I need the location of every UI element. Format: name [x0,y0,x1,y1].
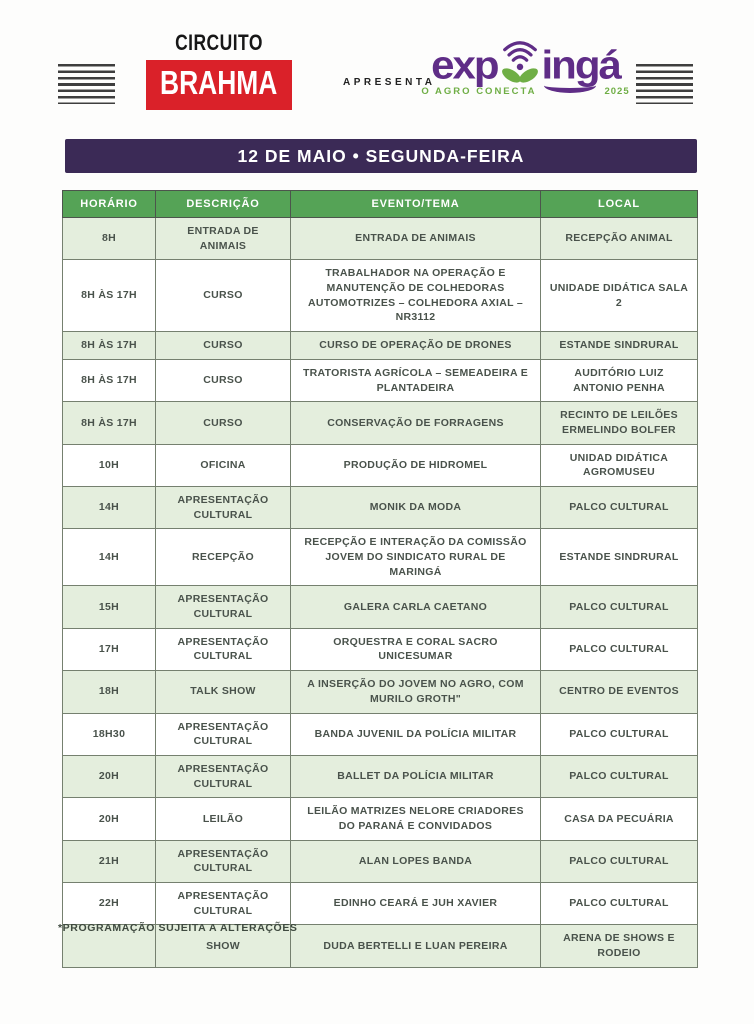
table-cell: PRODUÇÃO DE HIDROMEL [291,444,541,486]
circuito-label: CIRCUITO [175,31,263,56]
table-cell: APRESENTAÇÃO CULTURAL [156,486,291,528]
table-cell: PALCO CULTURAL [541,628,698,670]
brahma-label: BRAHMA [160,64,278,102]
table-cell: APRESENTAÇÃO CULTURAL [156,628,291,670]
table-cell: AUDITÓRIO LUIZ ANTONIO PENHA [541,359,698,401]
table-cell: 20H [63,755,156,797]
table-cell: ARENA DE SHOWS E RODEIO [541,925,698,967]
table-cell: RECEPÇÃO ANIMAL [541,218,698,260]
table-cell: UNIDADE DIDÁTICA SALA 2 [541,260,698,332]
table-row [63,332,698,360]
table-row [63,798,698,840]
table-cell: TRATORISTA AGRÍCOLA – SEMEADEIRA E PLANTADEIRA [291,359,541,401]
circuito-brahma-logo [146,33,292,110]
date-banner-title: 12 DE MAIO • SEGUNDA-FEIRA [237,145,525,166]
table-cell: BANDA JUVENIL DA POLÍCIA MILITAR [291,713,541,755]
table-cell: PALCO CULTURAL [541,883,698,925]
table-cell: PALCO CULTURAL [541,486,698,528]
table-row [63,883,698,925]
table-cell: OFICINA [156,444,291,486]
speed-lines-right-decoration [636,64,693,104]
table-cell: CURSO [156,260,291,332]
table-cell: RECEPÇÃO E INTERAÇÃO DA COMISSÃO JOVEM DO SINDICATO RURAL DE MARINGÁ [291,529,541,586]
table-cell: ALAN LOPES BANDA [291,840,541,882]
table-cell: RECEPÇÃO [156,529,291,586]
table-row [63,486,698,528]
table-cell: 15H [63,586,156,628]
table-row [63,444,698,486]
table-cell: CENTRO DE EVENTOS [541,671,698,713]
table-cell: 21H [63,840,156,882]
table-cell: SHOW [156,925,291,967]
table-row [63,218,698,260]
table-cell: 8H [63,218,156,260]
schedule-table [62,190,698,968]
column-header: EVENTO/TEMA [291,191,541,218]
table-row [63,840,698,882]
table-row [63,529,698,586]
table-cell: 8H ÀS 17H [63,402,156,444]
table-cell: PALCO CULTURAL [541,586,698,628]
expoinga-prefix: exp [431,42,498,87]
table-cell: CURSO [156,332,291,360]
apresenta-label: APRESENTA [343,77,436,88]
expoinga-tagline: O AGRO CONECTA [421,86,537,97]
table-row [63,671,698,713]
table-cell: ESTANDE SINDRURAL [541,529,698,586]
table-row [63,359,698,401]
table-header-row [63,191,698,218]
table-cell: LEILÃO MATRIZES NELORE CRIADORES DO PARANÁ E CONVIDADOS [291,798,541,840]
table-row [63,402,698,444]
table-cell: LEILÃO [156,798,291,840]
table-cell: APRESENTAÇÃO CULTURAL [156,586,291,628]
column-header: LOCAL [541,191,698,218]
table-cell: EDINHO CEARÁ E JUH XAVIER [291,883,541,925]
column-header: DESCRIÇÃO [156,191,291,218]
table-cell: 10H [63,444,156,486]
table-cell: CURSO [156,402,291,444]
table-cell: PALCO CULTURAL [541,755,698,797]
table-cell: 22H [63,883,156,925]
table-cell: 8H ÀS 17H [63,332,156,360]
expoinga-year: 2025 [604,86,630,97]
table-cell: CONSERVAÇÃO DE FORRAGENS [291,402,541,444]
table-cell: ENTRADA DE ANIMAIS [156,218,291,260]
table-row [63,260,698,332]
table-cell: ORQUESTRA E CORAL SACRO UNICESUMAR [291,628,541,670]
expoinga-logo [408,42,643,97]
table-cell: 8H ÀS 17H [63,359,156,401]
table-cell: BALLET DA POLÍCIA MILITAR [291,755,541,797]
g-tail-swoosh-decoration [544,84,596,93]
table-cell: TRABALHADOR NA OPERAÇÃO E MANUTENÇÃO DE COLHEDORAS AUTOMOTRIZES – COLHEDORA AXIAL – NR3112 [291,260,541,332]
table-cell: UNIDAD DIDÁTICA AGROMUSEU [541,444,698,486]
table-row [63,586,698,628]
table-cell: A INSERÇÃO DO JOVEM NO AGRO, COM MURILO GROTH" [291,671,541,713]
footnote: *PROGRAMAÇÃO SUJEITA A ALTERAÇÕES [58,922,298,934]
table-cell: GALERA CARLA CAETANO [291,586,541,628]
table-cell: 14H [63,486,156,528]
table-cell: 8H ÀS 17H [63,260,156,332]
table-cell: APRESENTAÇÃO CULTURAL [156,840,291,882]
table-cell: APRESENTAÇÃO CULTURAL [156,883,291,925]
wifi-leaf-icon [499,41,541,87]
table-cell: ESTANDE SINDRURAL [541,332,698,360]
date-banner [65,139,697,173]
brahma-logo-box [146,60,292,110]
table-cell: CURSO [156,359,291,401]
table-cell: 17H [63,628,156,670]
table-cell: CASA DA PECUÁRIA [541,798,698,840]
expoinga-tagline-row [408,86,643,97]
table-cell: APRESENTAÇÃO CULTURAL [156,713,291,755]
table-cell: TALK SHOW [156,671,291,713]
table-cell: RECINTO DE LEILÕES ERMELINDO BOLFER [541,402,698,444]
expoinga-suffix: ingá [541,42,620,87]
table-cell: APRESENTAÇÃO CULTURAL [156,755,291,797]
table-cell: 20H [63,798,156,840]
table-cell: PALCO CULTURAL [541,840,698,882]
table-cell: 18H30 [63,713,156,755]
table-row [63,713,698,755]
table-cell: MONIK DA MODA [291,486,541,528]
schedule-table-body [63,218,698,968]
table-cell: ENTRADA DE ANIMAIS [291,218,541,260]
column-header: HORÁRIO [63,191,156,218]
table-cell: 14H [63,529,156,586]
speed-lines-left-decoration [58,64,115,104]
table-cell: PALCO CULTURAL [541,713,698,755]
table-row [63,628,698,670]
table-cell: DUDA BERTELLI E LUAN PEREIRA [291,925,541,967]
table-cell: 18H [63,671,156,713]
expoinga-wordmark [408,42,643,88]
table-cell: CURSO DE OPERAÇÃO DE DRONES [291,332,541,360]
table-row [63,755,698,797]
